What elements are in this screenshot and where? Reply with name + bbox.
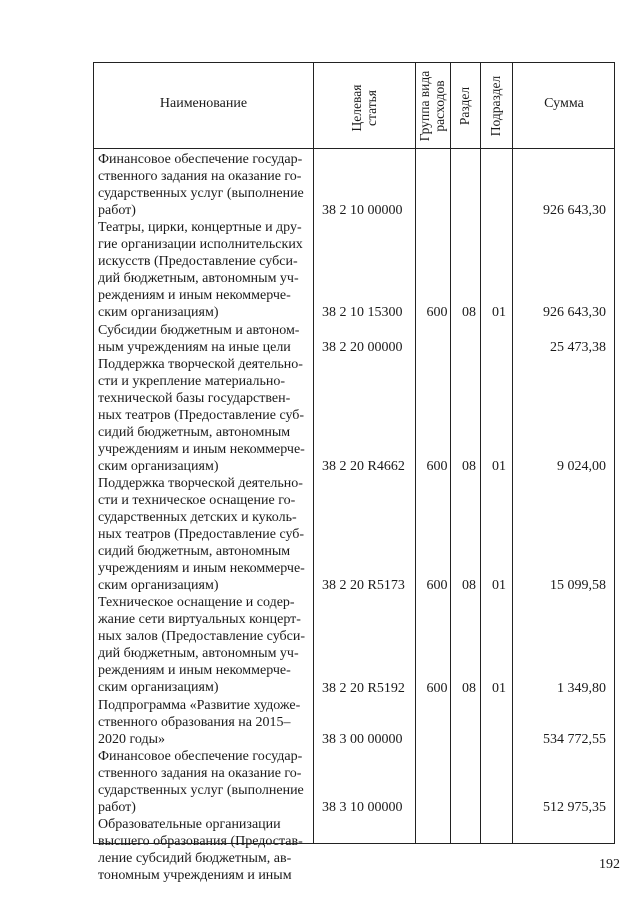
row-name (98, 594, 308, 696)
row-sum: 15 099,58 (550, 578, 606, 594)
row-name-line: реждениям и иным некоммерче- (98, 663, 291, 679)
row-name-line: высшего образования (Предостав- (98, 833, 303, 849)
row-sum: 926 643,30 (543, 305, 606, 321)
row-name-line: ление субсидий бюджетным, ав- (98, 850, 292, 866)
row-name (98, 322, 308, 356)
row-name-line: сти и укрепление материально- (98, 373, 286, 389)
row-group: 600 (426, 305, 448, 321)
budget-table (93, 62, 615, 883)
row-name-line: ственного образования на 2015– (98, 714, 291, 730)
row-name-line: тономным учреждениям и иным (98, 867, 292, 883)
row-name-line: дий бюджетным, автономным уч- (98, 271, 299, 287)
row-name-line: работ) (98, 203, 136, 218)
header-group: Группа вида расходов (417, 70, 447, 142)
row-sum: 926 643,30 (543, 203, 606, 219)
row-code: 38 2 20 R4662 (322, 458, 405, 474)
row-section: 08 (462, 578, 476, 594)
row-name-line: жание сети виртуальных концерт- (98, 612, 301, 628)
row-name-line: сидий бюджетным, автономным (98, 543, 291, 559)
row-group: 600 (426, 458, 448, 474)
row-name-line: Театры, цирки, концертные и дру- (98, 220, 302, 236)
row-section: 08 (462, 458, 476, 474)
col-divider (415, 63, 416, 843)
col-divider (313, 63, 314, 843)
row-code: 38 2 20 R5173 (322, 578, 405, 594)
row-code: 38 3 00 00000 (322, 731, 403, 747)
row-sum: 25 473,38 (550, 339, 606, 355)
row-subsection: 01 (492, 458, 506, 474)
row-name-line: Техническое оснащение и содер- (98, 595, 295, 611)
row-name-line: сударственных услуг (выполнение (98, 186, 304, 201)
row-name-line: 2020 годы» (98, 731, 166, 747)
row-subsection: 01 (492, 305, 506, 321)
header-section: Раздел (457, 86, 472, 126)
header-subsection: Подраздел (488, 75, 503, 137)
col-divider (512, 63, 513, 843)
row-name-line: ским организациям) (98, 305, 219, 321)
row-code: 38 3 10 00000 (322, 799, 403, 815)
row-name (98, 816, 308, 884)
row-code: 38 2 10 00000 (322, 203, 403, 219)
row-name-line: ским организациям) (98, 458, 219, 474)
row-group: 600 (426, 578, 448, 594)
header-target: Целевая статья (349, 84, 379, 132)
row-name-line: ных театров (Предоставление суб- (98, 526, 305, 542)
row-name-line: ным учреждениям на иные цели (98, 339, 291, 355)
row-sum: 512 975,35 (543, 799, 606, 815)
row-name-line: ским организациям) (98, 680, 219, 696)
row-name-line: Образовательные организации (98, 816, 281, 832)
row-name-line: Подпрограмма «Развитие художе- (98, 697, 301, 713)
row-name-line: сти и техническое оснащение го- (98, 492, 296, 508)
row-code: 38 2 10 15300 (322, 305, 403, 321)
row-name (98, 697, 308, 748)
row-code: 38 2 20 00000 (322, 339, 403, 355)
row-name-line: сударственных услуг (выполнение (98, 782, 304, 798)
row-name (98, 748, 308, 816)
row-name-line: Финансовое обеспечение государ- (98, 748, 303, 764)
header-name: Наименование (159, 96, 248, 111)
row-sum: 9 024,00 (557, 458, 606, 474)
row-name-line: реждениям и иным некоммерче- (98, 288, 291, 304)
row-code: 38 2 20 R5192 (322, 680, 405, 696)
row-name-line: искусств (Предоставление субси- (98, 254, 298, 270)
col-divider (480, 63, 481, 843)
row-name-line: Финансовое обеспечение государ- (98, 152, 303, 167)
col-divider (450, 63, 451, 843)
row-subsection: 01 (492, 578, 506, 594)
row-name-line: ским организациям) (98, 577, 219, 593)
row-name-line: ственного задания на оказание го- (98, 765, 302, 781)
row-name-line: работ) (98, 799, 136, 815)
row-name-line: сидий бюджетным, автономным (98, 424, 291, 440)
row-name-line: сударственных детских и куколь- (98, 509, 297, 525)
row-sum: 1 349,80 (557, 680, 606, 696)
row-name (98, 356, 308, 475)
row-group: 600 (426, 680, 448, 696)
row-name-line: дий бюджетным, автономным уч- (98, 646, 299, 662)
row-sum: 534 772,55 (543, 731, 606, 747)
row-name-line: ных театров (Предоставление суб- (98, 407, 305, 423)
row-name-line: ных залов (Предоставление субси- (98, 629, 306, 645)
row-section: 08 (462, 305, 476, 321)
row-name-line: технической базы государствен- (98, 390, 291, 406)
row-name-line: учреждениям и иным некоммерче- (98, 441, 305, 457)
row-name-line: Поддержка творческой деятельно- (98, 356, 303, 372)
row-name-line: Субсидии бюджетным и автоном- (98, 322, 300, 338)
row-section: 08 (462, 680, 476, 696)
row-name (98, 151, 308, 219)
row-name-line: гие организации исполнительских (98, 237, 303, 253)
row-name (98, 219, 308, 321)
row-name (98, 475, 308, 594)
page-number: 192 (599, 857, 620, 872)
row-subsection: 01 (492, 680, 506, 696)
row-name-line: Поддержка творческой деятельно- (98, 475, 303, 491)
row-name-line: ственного задания на оказание го- (98, 169, 302, 184)
row-name-line: учреждениям и иным некоммерче- (98, 560, 305, 576)
header-sum: Сумма (544, 96, 584, 111)
